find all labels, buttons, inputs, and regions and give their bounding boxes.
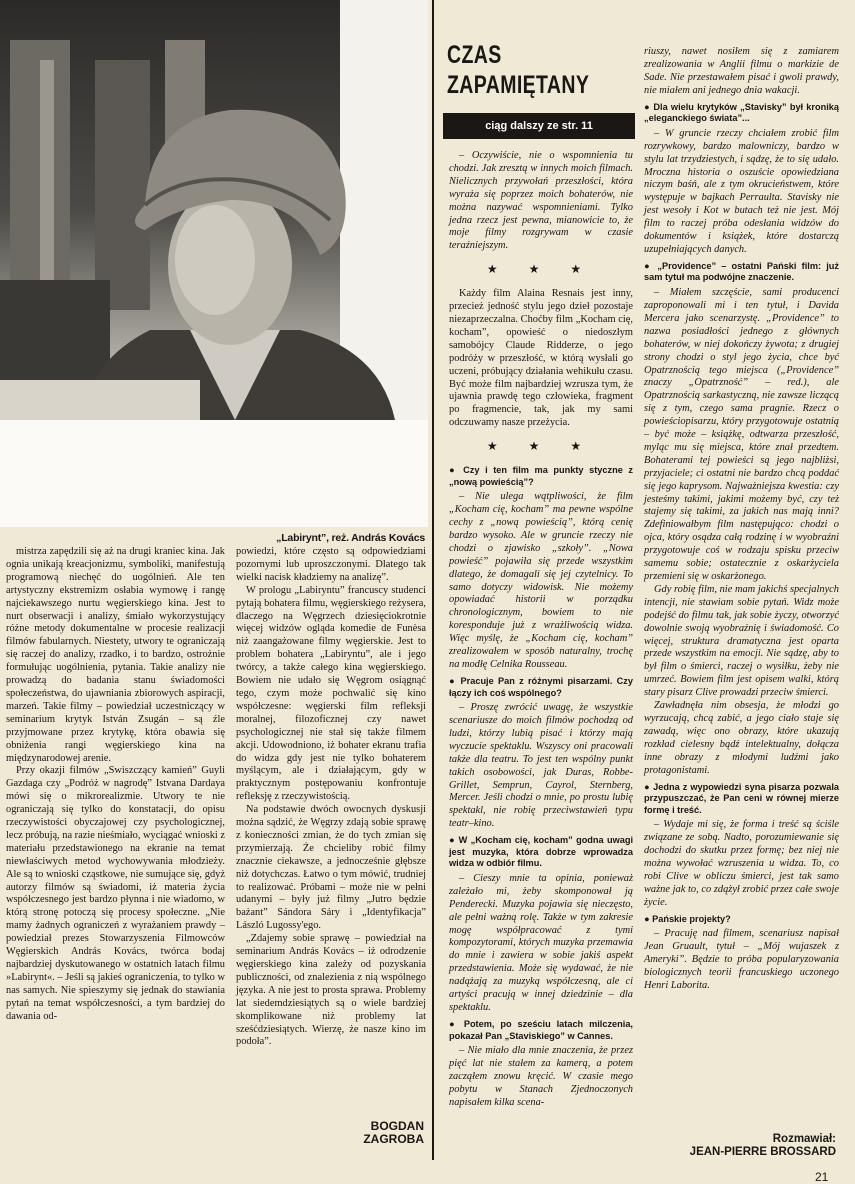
author-byline-left: [300, 1120, 424, 1146]
author-first-name: BOGDAN: [370, 1119, 424, 1133]
woman-portrait-photo: [0, 0, 428, 527]
question: ● Potem, po sześciu latach milczenia, pokazał Pan „Staviskiego” w Cannes.: [449, 1018, 633, 1041]
paragraph: mistrza zapędzili się aż na drugi kraniec kina. Jak ognia unikają kreacjonizmu, symboliki, manifestują programową niechęć do uogólnień. Ale ten artystyczny ekstremizm osłabia wymowę i rangę najciekawszego nurtu węgierskiego kina. Jest to nurt obserwacji i analizy, śmiało wykorzystujący różne metody dokumentalne w procesie realizacji filmów fabularnych. Niestety, utwory te ograniczają się raczej do analizy, rzadko, i to bardzo, ostrożnie formułując uogólnienia, pytania. Takie analizy nie prowadzą do badania stanu świadomości społeczeństwa, do ujawniania zbiorowych aspiracji, marzeń. Takie filmy – powiedział uczestniczący w seminarium krytyk István Zsugán – są źle przyjmowane przez krytykę, która obawia się obniżenia rangi węgierskiego kina na międzynarodowej arenie.: [6, 546, 225, 764]
column-divider: [432, 0, 434, 1160]
author-byline-right: [640, 1133, 836, 1159]
question: ● „Providence” – ostatni Pański film: już sam tytuł ma podwójne znaczenie.: [644, 260, 839, 283]
answer: – Oczywiście, nie o wspomnienia tu chodzi. Jak zresztą w innych moich filmach. Nielicznych przywołań przeszłości, która wyraża się poprzez moich bohaterów, nie można nazywać wspomnieniami. Tylko jedna rzecz jest pewna, mianowicie to, że moje filmy rozgrywam w czasie teraźniejszym.: [449, 150, 633, 252]
paragraph: W prologu „Labiryntu” francuscy studenci pytają bohatera filmu, węgierskiego reżysera, dlaczego na Węgrzech dziesięciokrotnie więcej widzów ogląda komedie de Funèsa niż zaangażowane filmy węgierskie. Jest to problem bohatera „Labiryntu”, ale i jego twórcy, a także całego kina węgierskiego. Bowiem nie udało się Węgrom osiągnąć tego, czym może pochwalić się kino współczesne: węgierski film refleksji moralnej, filozoficznej czy nawet psychologicznej nie stał się także filmem akcji. Udowodniono, iż bohater ekranu trafia do widza gdy jest nie tylko bohaterem myślącym, ale i działającym, gdy w praktycznym postępowaniu konfrontuje refleksję z rzeczywistością.: [236, 584, 426, 803]
answer: – Pracuję nad filmem, scenariusz napisał Jean Gruault, tytuł – „Mój wujaszek z Ameryki”. Będzie to próba popularyzowania biologicznych teorii francuskiego uczonego Henri Laborita.: [644, 928, 839, 991]
answer: – Nie ulega wątpliwości, że film „Kocham cię, kocham” ma pewne wspólne cechy z „nową powieścią”, którą cenię bardzo wysoko. Ale w gruncie rzeczy nie chodzi o zjawisko „szkoły”. „Nowa powieść” pojawiła się przede wszystkim dlatego, że domagali się jej czytelnicy. To samo dotyczy widowisk. Nie możemy opowiadać historii w porządku chronologicznym, bowiem to nie koresponduje już z wrażliwością widza. Więc myślę, że „Kocham cię, kocham” zrealizowałem w sposób naturalny, trochę na modłę Celnika Rousseau.: [449, 491, 633, 670]
article-column-1: [6, 546, 225, 1024]
article-column-2: [236, 546, 426, 1049]
question: ● W „Kocham cię, kocham” godna uwagi jest muzyka, która dobrze wprowadza widza w odbiór filmu.: [449, 835, 633, 869]
answer: – Cieszy mnie ta opinia, ponieważ zależało mi, żeby skomponował ją Penderecki. Muzyka pojawia się nieczęsto, ale pełni ważną rolę. Także w tym zakresie mogę współpracować z tymi kompozytorami, których muzyka przemawia do mnie i zawiera w sobie jakiś aspekt przedstawienia. Może się wydawać, że nie nadążają za muzyką współczesną, ale ci artyści pracują w innej dziedzinie – dla spektaklu.: [449, 872, 633, 1013]
section-stars: ★ ★ ★: [486, 439, 596, 454]
answer: – Nie miało dla mnie znaczenia, że przez pięć lat nie stałem za kamerą, a potem zacząłem znowu kręcić. W czasie mego pobytu w Stanach Zjednoczonych napisałem kilka scena-: [449, 1045, 633, 1108]
paragraph: Każdy film Alaina Resnais jest inny, przecież jedność stylu jego dzieł pozostaje niezaprzeczalna. Choćby film „Kocham cię, kocham”, opowieść o niedoszłym samobójcy Claude Ridderze, o jego podróży w przeszłość, w którą wysłali go uczeni, próbujący działania wehikułu czasu. Być może film najbardziej wzrusza tym, że ujawnia prawdę tego człowieka, fragment po fragmencie, tak, jak my sami odczuwamy nasze przeżycia.: [449, 288, 633, 429]
interview-column-2: [644, 46, 839, 993]
question: ● Dla wielu krytyków „Stavisky” był kroniką „eleganckiego świata”...: [644, 101, 839, 124]
answer: – Miałem szczęście, sami producenci zaproponowali mi i ten tytuł, i Davida Mercera jako scenarzystę. „Providence” to nazwa posiadłości jednego z głównych bohaterów, w niej dokończy żywota; z drugiej strony chodzi o styl jego życia, chce być Opatrznością tego miejsca („Providence” znaczy „Opatrzność” – red.), ale Opatrznością sarkastyczną, nie zawsze liczącą się z tym, czego sama pragnie. Rzecz o powieściopisarzu, który przygotowuje ostatnią – być może – książkę, odtwarza przeszłość, myląc mu się miejsca, które znał przedtem. Bohaterami tej powieści są jego najbliżsi, przyjaciele; ci ostatni nie bardzo chcą poddać się jego kaprysom. Najważniejsza kwestia: czy jesteśmy takimi, jakimi możemy być, czy też stajemy się takimi, za jakich nas mają inni? Zdefiniowałbym film następująco: chodzi o ojca, który osądza całą rodzinę i w wyobraźni przygotowuje coś w rodzaju spisku przeciw samemu sobie; ostatecznie z oskarżyciela przemieni się w oskarżonego.: [644, 287, 839, 582]
paragraph: powiedzi, które często są odpowiedziami pozornymi lub uproszczonymi. Dlatego tak wielki nacisk kładziemy na analizę”.: [236, 546, 426, 583]
continued-banner: ciąg dalszy ze str. 11: [443, 113, 635, 139]
question: ● Pracuje Pan z różnymi pisarzami. Czy łączy ich coś wspólnego?: [449, 675, 633, 698]
photo-caption: „Labirynt”, reż. András Kovács: [276, 532, 425, 544]
paragraph: „Zdajemy sobie sprawę – powiedział na seminarium András Kovács – iż odrodzenie węgierskiego kina zależy od pozyskania publiczności, od znalezienia z nią wspólnego języka. A nie jest to prosta sprawa. Problemy lat siedemdziesiątych są o wiele bardziej skomplikowane niż problemy lat sześćdziesiątych. Wierzę, że nasze kino im podoła”.: [236, 933, 426, 1048]
author-label: Rozmawiał:: [772, 1133, 836, 1145]
question: ● Jedna z wypowiedzi syna pisarza pozwala przypuszczać, że Pan ceni w równej mierze formę i treść.: [644, 781, 839, 815]
interview-column-1: [449, 150, 633, 1110]
answer: Zawładnęła nim obsesja, że młodzi go wyrzucają, chcą zabić, a jego ciało staje się zawadą, więc ono obrazy, które ukazują rozkład cielesny bądź intelektualny, dołącza inne obrazy z młodymi ludźmi jako protagonistami.: [644, 700, 839, 776]
author-name: JEAN-PIERRE BROSSARD: [689, 1146, 836, 1158]
article-title: CZAS ZAPAMIĘTANY: [447, 41, 590, 99]
author-last-name: ZAGROBA: [363, 1132, 424, 1146]
question: ● Pańskie projekty?: [644, 913, 731, 924]
answer: Gdy robię film, nie mam jakichś specjalnych intencji, nie stawiam sobie pytań. Widz może podejść do filmu tak, jak sobie życzy, otworzyć dowolnie swoją wyobraźnię i świadomość. Co więcej, struktura dramatyczna jest oparta przede wszystkim na emocji. Nie sądzę, aby to był film o śmierci, raczej o wysiłku, żeby nie umrzeć. Bowiem film jest opisem walki, którą stary pisarz Clive prowadzi przeciw śmierci.: [644, 583, 839, 699]
question: ● Czy i ten film ma punkty styczne z „nową powieścią”?: [449, 465, 633, 487]
page-number: 21: [815, 1170, 829, 1184]
answer: – Proszę zwrócić uwagę, że wszystkie scenariusze do moich filmów pochodzą od ludzi, którzy lubią pisać i którzy mają wyczucie spektaklu. Wszyscy oni pracowali także dla teatru. To jest ten wspólny punkt takich osobowości, jak Duras, Robbe-Grillet, Semprun, Cayrol, Sternberg, Mercer. Jeśli chodzi o mnie, po prostu lubię spektakl, nie robię przeciwstawień typu teatr–kino.: [449, 702, 633, 830]
paragraph: Na podstawie dwóch owocnych dyskusji można sądzić, że Węgrzy zdają sobie sprawę z konieczności zmian, że do tych zmian się przymierzają. Że chcieliby robić filmy znacznie ciekawsze, a jednocześnie głębsze niż dotychczas. Łatwo o tym mówić, trudniej to realizować. Próbami – może nie w pełni udanymi – były już filmy „Jutro będzie bażant” Sándora Sáry i „Identyfikacja” László Lugossy'ego.: [236, 804, 426, 932]
answer: riuszy, nawet nosiłem się z zamiarem zrealizowania w Anglii filmu o markizie de Sade. Nie przestawałem pisać i gwoli prawdy, nie miałem ani jednego dnia wakacji.: [644, 46, 839, 96]
answer: – Wydaje mi się, że forma i treść są ściśle związane ze sobą. Nadto, porozumiewanie się dochodzi do skutku przez formę; bez niej nie można wywołać wzruszenia u widza. To, co robi Clive w obliczu śmierci, jest tak samo ważne jak to, co zdążył zrobić przez całe swoje życie.: [644, 819, 839, 908]
section-stars: ★ ★ ★: [486, 262, 596, 277]
paragraph: Przy okazji filmów „Swiszczący kamień” Guyli Gazdaga czy „Podróż w nagrodę” Istvana Dardaya mówi się o mikrorealizmie. Utwory te nie ograniczają się tylko do konstatacji, do opisu rzeczywistości obyczajowej czy psychologicznej, lecz próbują, na razie nieśmiało, wyciągać wnioski z materiału przedstawionego na ekranie na temat niewłaściwych metod wychowywania młodzieży. Ale są to wnioski cząstkowe, nie sumujące się, gdyż autorzy filmów są świadomi, iż materia życia współczesnego jest bardzo płynna i nie wiadomo, w którą stronę potoczą się procesy społeczne. „Nie mamy żadnych ograniczeń z wyrażaniem prawdy – powiedział prezes Stowarzyszenia Filmowców Węgierskich András Kovács, twórca bodaj najbardziej dyskutowanego w ostatnich latach filmu »Labirynt«. – Jeśli są jakieś ograniczenia, to tylko w nas samych. Nie spieszymy się jednak do stawiania pytań na temat współczesności, a tym bardziej do dawania od-: [6, 765, 225, 1022]
answer: – W gruncie rzeczy chciałem zrobić film rozrywkowy, bardzo malowniczy, bardzo w stylu lat trzydziestych, i sądzę, że to się udało. Mroczna historia o oszuście opowiedziana niczym baśń, ale z tym okrucieństwem, które występuje w bajkach Perraulta. Stavisky nie jest wesoły i Kot w butach też nie jest. Mój film to raczej próba odesłania widzów do dokumentów i książek, które dostarczą uzupełniających danych.: [644, 127, 839, 255]
